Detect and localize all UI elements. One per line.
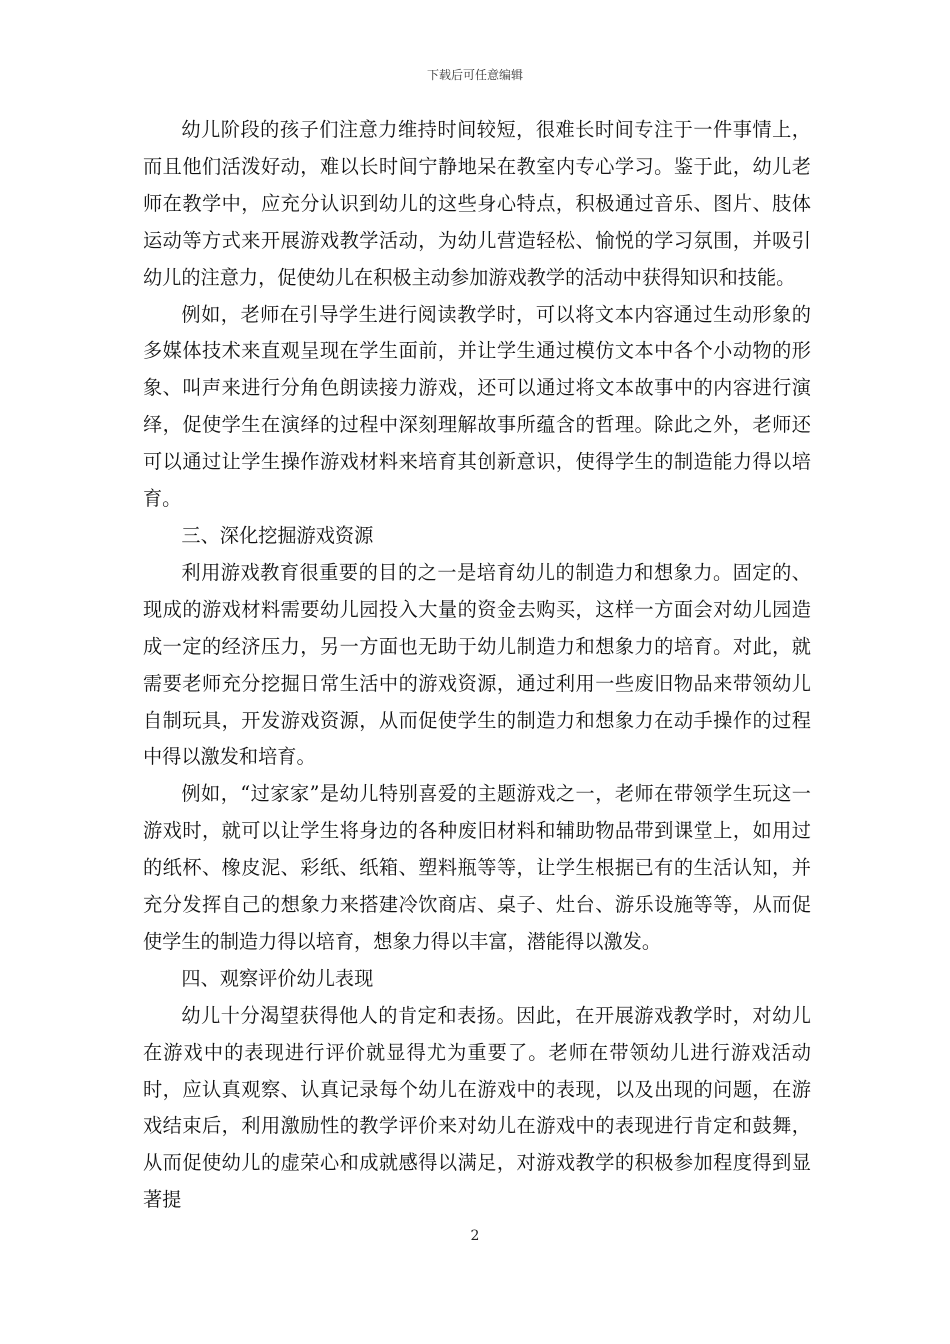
section-heading: 四、观察评价幼儿表现 [181, 966, 374, 990]
paragraph: 例如，老师在引导学生进行阅读教学时，可以将文本内容通过生动形象的多媒体技术来直观呈现在学生面前，并让学生通过模仿文本中各个小动物的形象、叫声来进行分角色朗读接力游戏，还可以通过将文本故事中的内容进行演绎，促使学生在演绎的过程中深刻理解故事所蕴含的哲理。除此之外，老师还可以通过让学生操作游戏材料来培育其创新意识，使得学生的制造能力得以培育。 [143, 302, 811, 511]
paragraph: 利用游戏教育很重要的目的之一是培育幼儿的制造力和想象力。固定的、现成的游戏材料需要幼儿园投入大量的资金去购买，这样一方面会对幼儿园造成一定的经济压力，另一方面也无助于幼儿制造力和想象力的培育。对此，就需要老师充分挖掘日常生活中的游戏资源，通过利用一些废旧物品来带领幼儿自制玩具，开发游戏资源，从而促使学生的制造力和想象力在动手操作的过程中得以激发和培育。 [143, 560, 811, 769]
paragraph: 例如，“过家家”是幼儿特别喜爱的主题游戏之一，老师在带领学生玩这一游戏时，就可以让学生将身边的各种废旧材料和辅助物品带到课堂上，如用过的纸杯、橡皮泥、彩纸、纸箱、塑料瓶等等，让学生根据已有的生活认知，并充分发挥自己的想象力来搭建冷饮商店、桌子、灶台、游乐设施等等，从而促使学生的制造力得以培育，想象力得以丰富，潜能得以激发。 [143, 782, 811, 953]
paragraph: 幼儿阶段的孩子们注意力维持时间较短，很难长时间专注于一件事情上，而且他们活泼好动，难以长时间宁静地呆在教室内专心学习。鉴于此，幼儿老师在教学中，应充分认识到幼儿的这些身心特点，积极通过音乐、图片、肢体运动等方式来开展游戏教学活动，为幼儿营造轻松、愉悦的学习氛围，并吸引幼儿的注意力，促使幼儿在积极主动参加游戏教学的活动中获得知识和技能。 [143, 118, 811, 289]
paragraph: 幼儿十分渴望获得他人的肯定和表扬。因此，在开展游戏教学时，对幼儿在游戏中的表现进行评价就显得尤为重要了。老师在带领幼儿进行游戏活动时，应认真观察、认真记录每个幼儿在游戏中的表现，以及出现的问题，在游戏结束后，利用激励性的教学评价来对幼儿在游戏中的表现进行肯定和鼓舞，从而促使幼儿的虚荣心和成就感得以满足，对游戏教学的积极参加程度得到显著提 [143, 1003, 811, 1212]
body-text [143, 112, 811, 1219]
section-heading: 三、深化挖掘游戏资源 [181, 523, 374, 547]
page-number: 2 [470, 1228, 480, 1244]
page-header: 下载后可任意编辑 [426, 68, 523, 82]
